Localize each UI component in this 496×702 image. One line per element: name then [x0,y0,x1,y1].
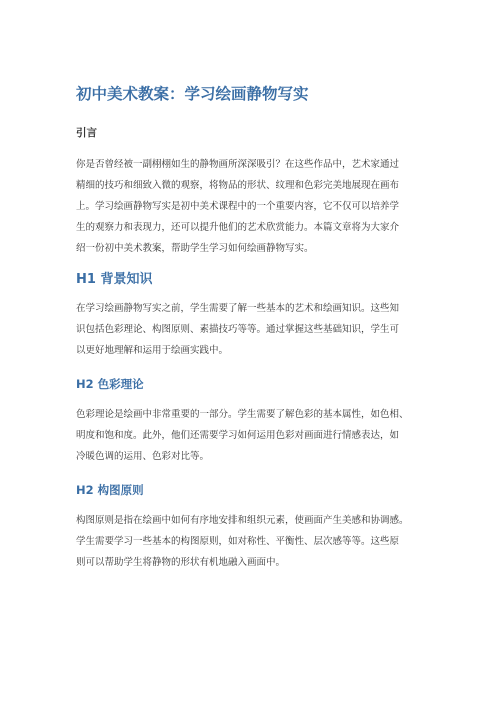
paragraph-line: 明度和饱和度。此外，他们还需要学习如何运用色彩对画面进行情感表达，如 [76,430,400,441]
paragraph-line: 在学习绘画静物写实之前，学生需要了解一些基本的艺术和绘画知识。这些知 [76,303,400,314]
intro-line: 上。学习绘画静物写实是初中美术课程中的一个重要内容，它不仅可以培养学 [76,201,400,212]
intro-line: 绍一份初中美术教案，帮助学生学习如何绘画静物写实。 [76,243,314,254]
document-title: 初中美术教案：学习绘画静物写实 [76,85,309,103]
section-paragraph-background [76,298,436,361]
intro-heading: 引言 [76,127,97,139]
section-heading-background: H1 背景知识 [76,272,153,287]
paragraph-line: 以更好地理解和运用于绘画实践中。 [76,345,229,356]
intro-line: 你是否曾经被一副栩栩如生的静物画所深深吸引？在这些作品中，艺术家通过 [76,159,400,170]
paragraph-line: 学生需要学习一些基本的构图原则，如对称性、平衡性、层次感等等。这些原 [76,536,400,547]
document-content [76,84,436,573]
paragraph-line: 则可以帮助学生将静物的形状有机地融入画面中。 [76,557,286,568]
section-paragraph-color-theory [76,404,436,467]
paragraph-line: 色彩理论是绘画中非常重要的一部分。学生需要了解色彩的基本属性，如色相、 [76,409,409,420]
section-heading-composition: H2 构图原则 [76,483,144,497]
intro-line: 生的观察力和表现力，还可以提升他们的艺术欣赏能力。本篇文章将为大家介 [76,222,400,233]
section-paragraph-composition [76,510,436,573]
intro-paragraph [76,154,436,259]
paragraph-line: 识包括色彩理论、构图原则、素描技巧等等。通过掌握这些基础知识，学生可 [76,324,400,335]
section-heading-color-theory: H2 色彩理论 [76,377,144,391]
paragraph-line: 冷暖色调的运用、色彩对比等。 [76,451,210,462]
intro-line: 精细的技巧和细致入微的观察，将物品的形状、纹理和色彩完美地展现在画布 [76,180,400,191]
paragraph-line: 构图原则是指在绘画中如何有序地安排和组织元素，使画面产生美感和协调感。 [76,515,409,526]
